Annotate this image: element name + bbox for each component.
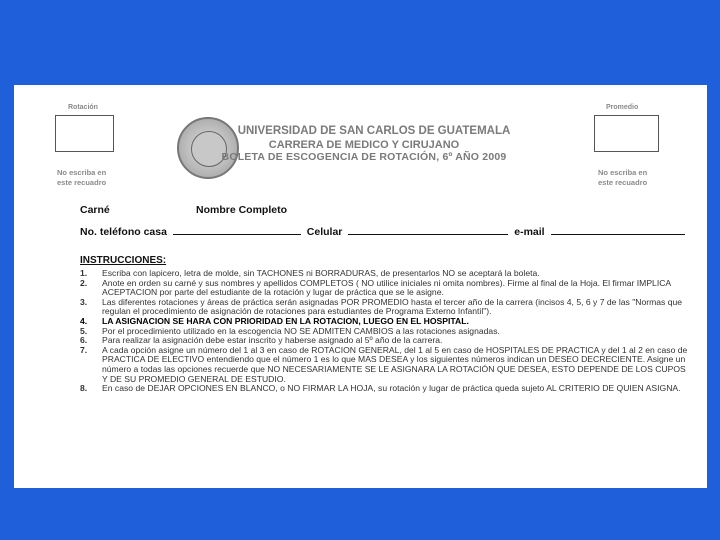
instructions-list bbox=[80, 269, 690, 394]
phone-home-input[interactable] bbox=[173, 225, 301, 235]
instruction-text: Las diferentes rotaciones y áreas de práctica serán asignadas POR PROMEDIO hasta el tercer año de la carrera (incisos 4, 5, 6 y 7 de las "Normas que regulan el procedimiento de asignación de rotaciones para estudiantes de Programa Externo Infantil"). bbox=[102, 296, 683, 317]
instruction-number: 6. bbox=[80, 335, 88, 346]
no-write-left-line2: este recuadro bbox=[57, 178, 107, 187]
no-write-right-line1: No escriba en bbox=[598, 168, 648, 177]
average-label: Promedio bbox=[606, 104, 639, 111]
instruction-number: 5. bbox=[80, 325, 88, 336]
header-university: UNIVERSIDAD DE SAN CARLOS DE GUATEMALA bbox=[237, 125, 511, 137]
instruction-number: 3. bbox=[80, 296, 88, 307]
email-input[interactable] bbox=[551, 225, 685, 235]
instruction-text: En caso de DEJAR OPCIONES EN BLANCO, o NO FIRMAR LA HOJA, su rotación y lugar de práctica queda sujeto AL CRITERIO DE QUIEN ASIGNA. bbox=[102, 383, 681, 394]
instruction-text: A cada opción asigne un número del 1 al 3 en caso de ROTACION GENERAL, del 1 al 5 en caso de HOSPITALES DE PRACTICA y del 1 al 2 en caso de PRACTICA DE ELECTIVO entendiendo que el número 1 es lo que MAS DESEA y los siguientes números indican un DESEO DECRECIENTE. Asigne un número a todas las opciones recuerde que NO NECESARIAMENTE SE LE ASIGNARA LA ROTACIÓN QUE DESEA, ESTO DEPENDE DE LOS CUPOS Y DE SU PROMEDIO GENERAL DE ESTUDIO. bbox=[102, 344, 688, 384]
cell-label: Celular bbox=[306, 226, 343, 238]
instruction-number: 8. bbox=[80, 383, 88, 394]
no-write-note-right bbox=[598, 168, 647, 188]
average-box bbox=[594, 115, 659, 152]
instruction-text: Para realizar la asignación debe estar inscrito y haberse asignado al 5º año de la carrera. bbox=[102, 335, 443, 346]
no-write-note-left bbox=[57, 168, 106, 188]
rotation-box bbox=[55, 115, 114, 152]
carne-label: Carné bbox=[80, 204, 110, 216]
cell-input[interactable] bbox=[348, 225, 508, 235]
header-career: CARRERA DE MEDICO Y CIRUJANO bbox=[268, 139, 460, 151]
instruction-number: 7. bbox=[80, 344, 88, 355]
instruction-item bbox=[80, 384, 690, 394]
instruction-text: Anote en orden su carné y sus nombres y apellidos COMPLETOS ( NO utilice iniciales ni omita nombres). Firme al final de la Hoja. El firmar IMPLICA ACEPTACION por parte del estudiante de la rotación y lugar de práctica que se le asigne. bbox=[102, 277, 671, 298]
no-write-left-line1: No escriba en bbox=[57, 168, 107, 177]
full-name-label: Nombre Completo bbox=[196, 204, 288, 216]
instruction-text: Por el procedimiento utilizado en la escogencia NO SE ADMITEN CAMBIOS a las rotaciones asignadas. bbox=[102, 325, 500, 336]
instruction-text: LA ASIGNACION SE HARA CON PRIORIDAD EN LA ROTACION, LUEGO EN EL HOSPITAL. bbox=[102, 315, 469, 326]
email-label: e-mail bbox=[514, 226, 545, 238]
instruction-item bbox=[80, 346, 690, 384]
no-write-right-line2: este recuadro bbox=[598, 178, 648, 187]
phone-home-label: No. teléfono casa bbox=[80, 226, 167, 238]
rotation-label: Rotación bbox=[68, 104, 98, 111]
instruction-number: 2. bbox=[80, 277, 88, 288]
instruction-number: 1. bbox=[80, 268, 88, 278]
instruction-item bbox=[80, 279, 690, 298]
instruction-number: 4. bbox=[80, 315, 88, 326]
instruction-item bbox=[80, 298, 690, 317]
form-sheet bbox=[14, 85, 707, 488]
instructions-title: INSTRUCCIONES: bbox=[80, 255, 167, 266]
contact-row bbox=[80, 225, 688, 238]
header-form-title: BOLETA DE ESCOGENCIA DE ROTACIÓN, 6º AÑO 2009 bbox=[221, 151, 507, 163]
instruction-text: Escriba con lapicero, letra de molde, sin TACHONES ni BORRADURAS, de presentarlos NO se aceptará la boleta. bbox=[102, 268, 540, 278]
